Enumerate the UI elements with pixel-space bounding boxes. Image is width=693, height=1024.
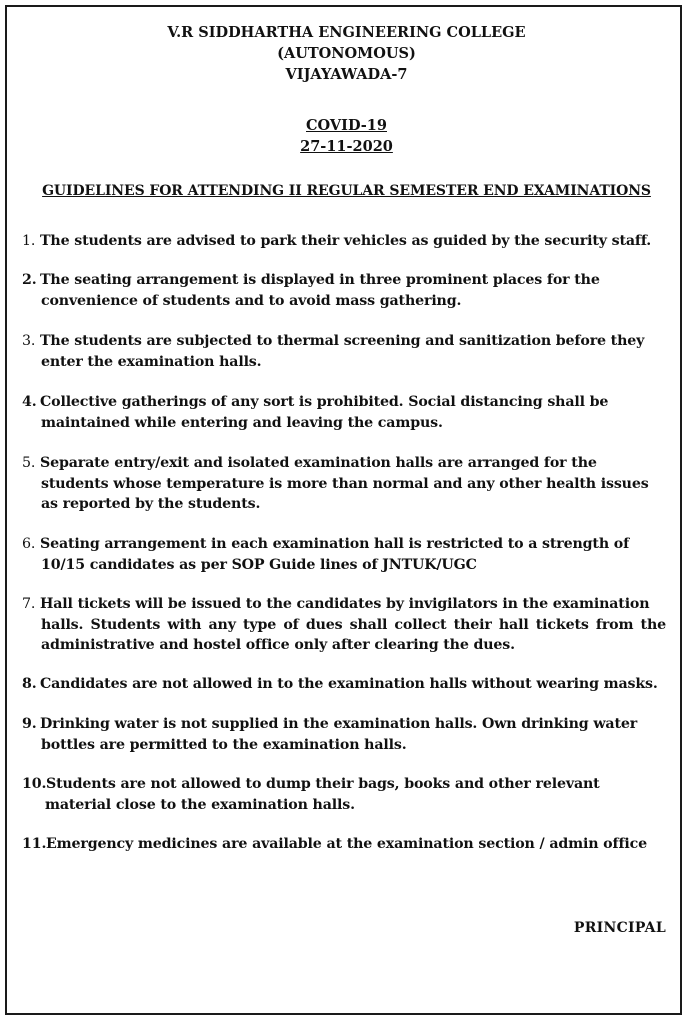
notice-subject: COVID-19: [306, 117, 387, 134]
item-number: 7.: [22, 596, 36, 612]
college-name: V.R SIDDHARTHA ENGINEERING COLLEGE: [167, 24, 526, 41]
item-line: Candidates are not allowed in to the examination halls without wearing masks.: [40, 676, 658, 692]
item-number: 4.: [22, 394, 37, 410]
guideline-item-10: [22, 774, 666, 815]
item-number: 1.: [22, 233, 36, 249]
item-line: Seating arrangement in each examination hall is restricted to a strength of: [40, 536, 630, 552]
guideline-item-7: [22, 594, 666, 656]
item-number: 10.: [22, 776, 47, 792]
guideline-item-4: [22, 392, 666, 433]
item-number: 2.: [22, 272, 37, 288]
item-line: Collective gatherings of any sort is prohibited. Social distancing shall be: [40, 394, 609, 410]
guidelines-title: GUIDELINES FOR ATTENDING II REGULAR SEMESTER END EXAMINATIONS: [42, 183, 651, 199]
item-line: Drinking water is not supplied in the examination halls. Own drinking water: [40, 716, 638, 732]
item-line: students whose temperature is more than normal and any other health issues: [41, 475, 649, 492]
guideline-item-1: [22, 231, 666, 252]
item-line: Hall tickets will be issued to the candidates by invigilators in the examination: [40, 596, 650, 612]
guideline-item-9: [22, 714, 666, 755]
signature-principal: PRINCIPAL: [573, 920, 666, 936]
guideline-item-11: [22, 834, 666, 855]
notice-subject-block: [0, 115, 693, 157]
item-line: The seating arrangement is displayed in three prominent places for the: [40, 272, 600, 288]
item-number: 9.: [22, 716, 37, 732]
guideline-item-8: [22, 674, 666, 695]
item-number: 11.: [22, 836, 47, 852]
item-line: convenience of students and to avoid mass gathering.: [41, 292, 462, 309]
college-status: (AUTONOMOUS): [277, 45, 416, 62]
item-line: material close to the examination halls.: [45, 796, 355, 813]
guideline-item-3: [22, 331, 666, 372]
item-line: enter the examination halls.: [41, 353, 262, 370]
item-number: 8.: [22, 676, 37, 692]
item-line: Students are not allowed to dump their bags, books and other relevant: [46, 776, 600, 792]
item-line: maintained while entering and leaving the campus.: [41, 414, 443, 431]
item-line: halls. Students with any type of dues shall collect their hall tickets from the: [41, 616, 666, 633]
guideline-item-6: [22, 534, 666, 575]
item-line: bottles are permitted to the examination halls.: [41, 736, 407, 753]
item-number: 5.: [22, 455, 36, 471]
guideline-item-5: [22, 453, 666, 515]
notice-date: 27-11-2020: [300, 138, 393, 155]
item-line: The students are subjected to thermal screening and sanitization before they: [40, 333, 645, 349]
item-number: 3.: [22, 333, 36, 349]
item-number: 6.: [22, 536, 36, 552]
item-line: as reported by the students.: [41, 496, 261, 512]
college-location: VIJAYAWADA-7: [285, 66, 408, 83]
item-line: administrative and hostel office only after clearing the dues.: [41, 637, 515, 653]
item-line: Separate entry/exit and isolated examination halls are arranged for the: [40, 455, 597, 471]
item-line: Emergency medicines are available at the examination section / admin office: [46, 836, 648, 852]
guideline-item-2: [22, 270, 666, 311]
item-line: 10/15 candidates as per SOP Guide lines of JNTUK/UGC: [41, 556, 477, 573]
item-line: The students are advised to park their vehicles as guided by the security staff.: [40, 233, 652, 249]
college-header: [0, 22, 693, 85]
